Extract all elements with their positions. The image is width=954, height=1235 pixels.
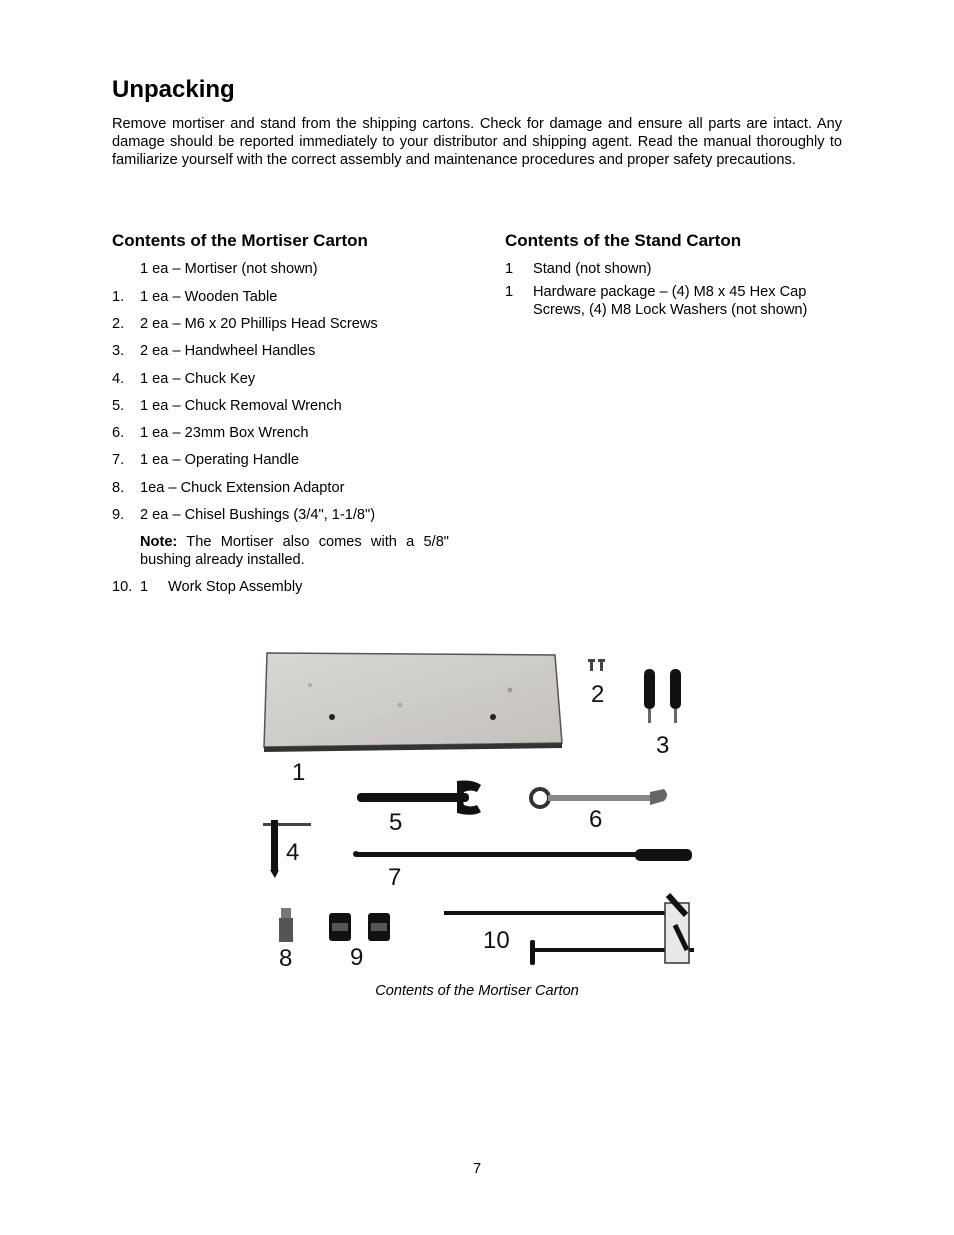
item-qty: 1 xyxy=(140,579,149,595)
note-label: Note: xyxy=(140,534,178,550)
item-number: 6. xyxy=(112,425,125,441)
figure-label: 4 xyxy=(286,839,300,866)
screws-icon xyxy=(588,659,605,671)
note xyxy=(140,533,449,569)
item-number: 2. xyxy=(112,316,125,332)
item-number: 8. xyxy=(112,480,125,496)
item-text: 2 ea – Chisel Bushings (3/4", 1-1/8") xyxy=(140,507,376,523)
work-stop-assembly-icon xyxy=(444,895,694,965)
mortiser-carton-heading: Contents of the Mortiser Carton xyxy=(112,231,368,250)
item-text: 1ea – Chuck Extension Adaptor xyxy=(140,480,345,496)
item-number: 1 xyxy=(505,284,514,300)
figure-label: 3 xyxy=(656,732,670,759)
item-text: 1 ea – Wooden Table xyxy=(140,289,278,305)
operating-handle-icon xyxy=(353,849,692,861)
figure-label: 10 xyxy=(483,927,510,954)
item-number: 7. xyxy=(112,452,125,468)
page-number: 7 xyxy=(472,1161,482,1177)
wooden-table-icon xyxy=(264,653,562,752)
item-number: 10. xyxy=(112,579,133,595)
item-text: 1 ea – 23mm Box Wrench xyxy=(140,425,309,441)
figure-label: 1 xyxy=(292,759,306,786)
figure-label: 5 xyxy=(389,809,403,836)
item-text: 1 ea – Operating Handle xyxy=(140,452,300,468)
figure-label: 9 xyxy=(350,944,364,971)
intro-paragraph: Remove mortiser and stand from the shipping cartons. Check for damage and ensure all parts are intact. Any damage should be reported immediately to your distributor and shipping agent. Read the manual thoroughly to familiarize yourself with the correct assembly and maintenance procedures and proper safety precautions. xyxy=(112,116,842,168)
chuck-extension-adaptor-icon xyxy=(279,908,293,942)
figure-caption: Contents of the Mortiser Carton xyxy=(375,983,579,999)
box-wrench-icon xyxy=(531,789,667,807)
item-text: 1 ea – Mortiser (not shown) xyxy=(140,261,318,277)
figure-label: 7 xyxy=(388,864,402,891)
stand-carton-heading: Contents of the Stand Carton xyxy=(505,231,742,250)
item-number: 5. xyxy=(112,398,125,414)
item-text: Work Stop Assembly xyxy=(168,579,303,595)
item-number: 3. xyxy=(112,343,125,359)
item-text: 2 ea – M6 x 20 Phillips Head Screws xyxy=(140,316,378,332)
chisel-bushings-icon xyxy=(329,913,390,941)
item-text: 1 ea – Chuck Removal Wrench xyxy=(140,398,342,414)
handwheel-handles-icon xyxy=(644,669,681,723)
figure-label: 2 xyxy=(591,681,605,708)
item-text: Hardware package – (4) M8 x 45 Hex Cap Screws, (4) M8 Lock Washers (not shown) xyxy=(533,284,808,318)
page-heading: Unpacking xyxy=(112,76,235,103)
figure-label: 6 xyxy=(589,806,603,833)
item-text: Stand (not shown) xyxy=(533,261,652,277)
item-number: 9. xyxy=(112,507,125,523)
item-number: 1. xyxy=(112,289,125,305)
parts-photo xyxy=(250,645,710,975)
note-text: The Mortiser also comes with a 5/8" bushing already installed. xyxy=(140,534,449,568)
item-text: 2 ea – Handwheel Handles xyxy=(140,343,316,359)
figure-label: 8 xyxy=(279,945,293,972)
item-text: 1 ea – Chuck Key xyxy=(140,371,256,387)
chuck-removal-wrench-icon xyxy=(357,781,481,815)
item-number: 4. xyxy=(112,371,125,387)
item-number: 1 xyxy=(505,261,514,277)
